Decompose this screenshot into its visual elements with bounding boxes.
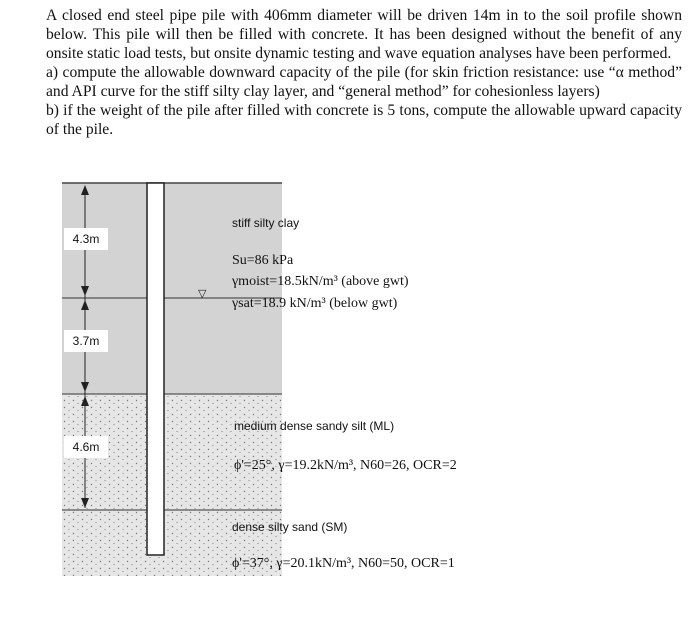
clay-su: Su=86 kPa <box>232 253 294 268</box>
thickness-label-2: 3.7m <box>72 334 100 348</box>
sand-name: dense silty sand (SM) <box>232 520 348 534</box>
sand-props: ϕ'=37°, γ=20.1kN/m³, N60=50, OCR=1 <box>232 556 455 571</box>
problem-part-b: b) if the weight of the pile after filled with concrete is 5 tons, compute the allowable upward capacity of the pile. <box>46 102 682 138</box>
problem-part-a: a) compute the allowable downward capacity of the pile (for skin friction resistance: use “α method” and API curve for the stiff silty clay layer, and “general method” for cohesionless layers) <box>46 64 682 100</box>
water-table-symbol: ▽ <box>198 287 207 300</box>
silt-name: medium dense sandy silt (ML) <box>234 419 395 433</box>
silt-props: ϕ'=25°, γ=19.2kN/m³, N60=26, OCR=2 <box>234 458 457 473</box>
clay-gamma-moist: γmoist=18.5kN/m³ (above gwt) <box>232 274 409 289</box>
clay-name: stiff silty clay <box>232 216 300 230</box>
problem-intro: A closed end steel pipe pile with 406mm diameter will be driven 14m in to the soil profile shown below. This pile will then be filled with concrete. It has been designed without the benefit of any onsite static load tests, but onsite dynamic testing and wave equation analyses have been performed. <box>46 7 682 62</box>
clay-gamma-sat: γsat=18.9 kN/m³ (below gwt) <box>232 296 398 311</box>
pile <box>147 183 164 555</box>
thickness-label-3: 4.6m <box>72 440 100 454</box>
thickness-label-1: 4.3m <box>72 232 100 246</box>
